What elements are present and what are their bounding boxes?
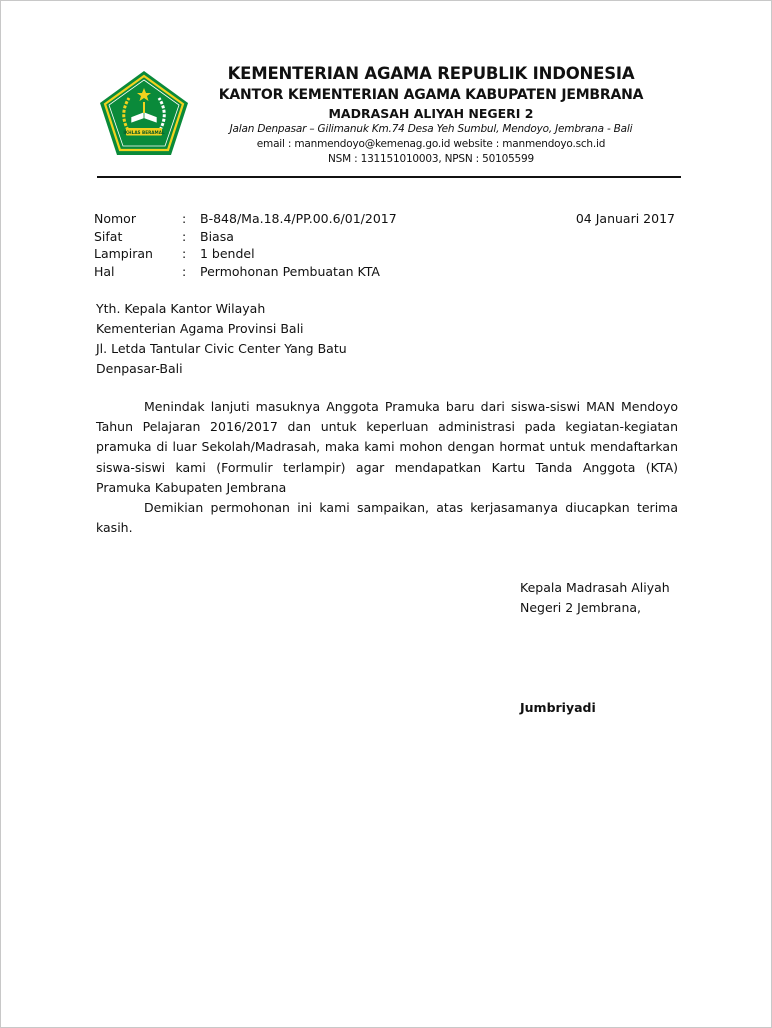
logo-pen	[143, 102, 145, 113]
meta-value: B-848/Ma.18.4/PP.00.6/01/2017	[200, 211, 397, 226]
meta-colon: :	[182, 228, 187, 244]
meta-label: Nomor	[94, 211, 136, 226]
meta-colon: :	[182, 211, 187, 226]
meta-label: Sifat	[94, 228, 123, 244]
body-paragraph: Menindak lanjuti masuknya Anggota Pramuka baru dari siswa-siswi MAN Mendoyo Tahun Pelajaran 2016/2017 dan untuk keperluan administrasi pada kegiatan-kegiatan pramuka di luar Sekolah/Madrasah, maka kami mohon dengan hormat untuk mendaftarkan siswa-siswi kami (Formulir terlampir) agar mendapatkan Kartu Tanda Anggota (KTA) Pramuka Kabupaten Jembrana	[96, 399, 678, 495]
office-title: KANTOR KEMENTERIAN AGAMA KABUPATEN JEMBRANA	[218, 87, 644, 103]
school-contact: email : manmendoyo@kemenag.go.id website : manmendoyo.sch.id	[256, 138, 606, 150]
recipient-line: Kementerian Agama Provinsi Bali	[96, 321, 304, 336]
closing-paragraph: Demikian permohonan ini kami sampaikan, atas kerjasamanya diucapkan terima kasih.	[96, 500, 678, 536]
school-title: MADRASAH ALIYAH NEGERI 2	[328, 106, 534, 121]
recipient-block	[96, 299, 347, 379]
letter-body	[96, 397, 678, 538]
signatory-title: Kepala Madrasah Aliyah	[520, 580, 670, 595]
meta-value: Biasa	[200, 228, 234, 244]
signatory-name: Jumbriyadi	[520, 700, 596, 715]
meta-label: Hal	[94, 263, 115, 279]
letterhead-divider	[97, 176, 681, 178]
recipient-line: Denpasar-Bali	[96, 361, 183, 376]
recipient-line: Jl. Letda Tantular Civic Center Yang Batu	[96, 341, 347, 356]
signatory-title: Negeri 2 Jembrana,	[520, 600, 642, 615]
school-ids: NSM : 131151010003, NPSN : 50105599	[328, 153, 534, 165]
recipient-line: Yth. Kepala Kantor Wilayah	[96, 301, 266, 316]
meta-colon: :	[182, 246, 187, 261]
meta-value: 1 bendel	[200, 246, 255, 261]
school-address: Jalan Denpasar – Gilimanuk Km.74 Desa Yeh Sumbul, Mendoyo, Jembrana - Bali	[229, 123, 633, 135]
letterhead	[206, 63, 656, 167]
meta-value: Permohonan Pembuatan KTA	[200, 263, 380, 279]
letter-date: 04 Januari 2017	[575, 211, 675, 226]
ministry-title: KEMENTERIAN AGAMA REPUBLIK INDONESIA	[227, 64, 635, 83]
kemenag-logo	[98, 70, 190, 156]
meta-label: Lampiran	[94, 246, 153, 261]
signature-block	[520, 578, 670, 618]
logo-ribbon-text: IKHLAS BERAMAL	[123, 129, 165, 135]
meta-colon: :	[182, 263, 187, 279]
